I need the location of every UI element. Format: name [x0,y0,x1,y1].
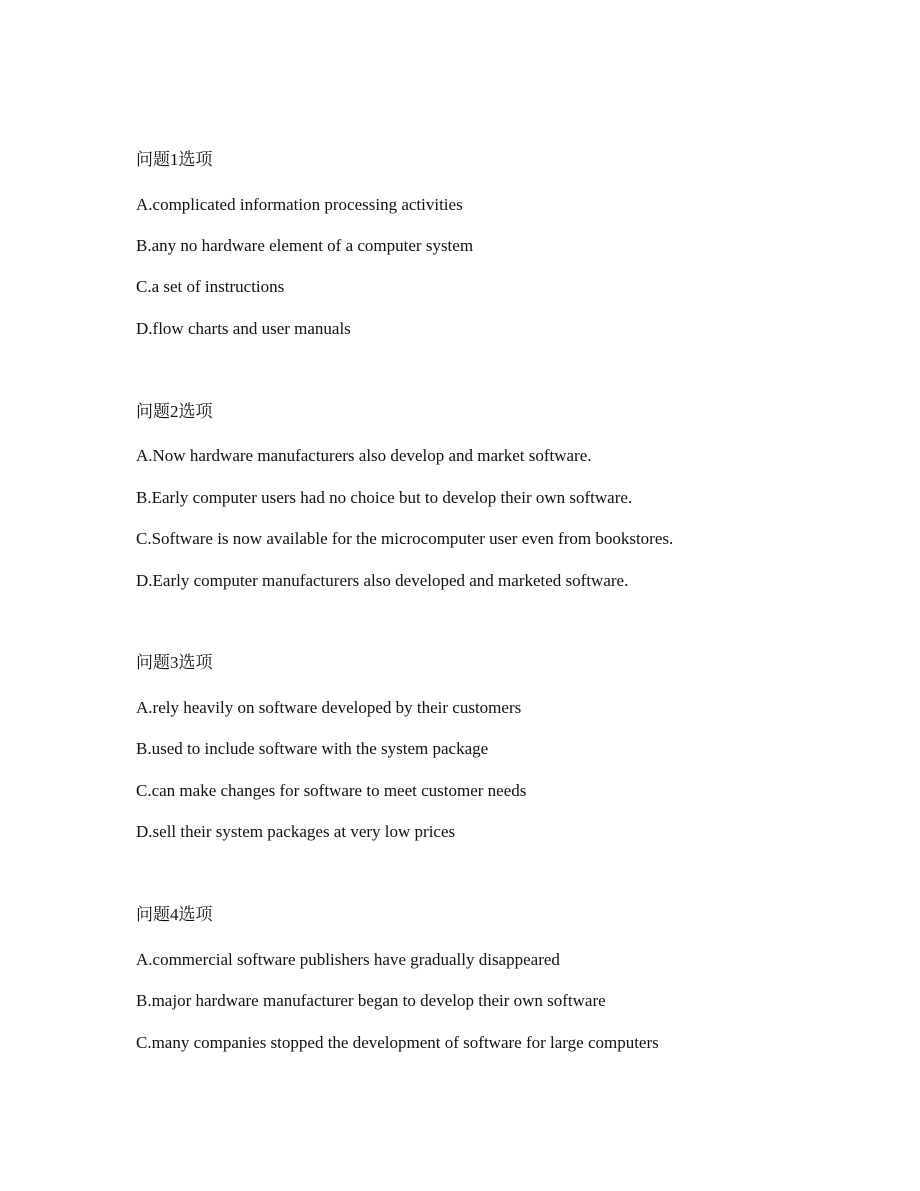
question-2-heading: 问题2选项 [136,402,213,421]
question-2-option-a: A.Now hardware manufacturers also develop and market software. [136,446,592,465]
question-3-heading: 问题3选项 [136,653,213,672]
question-4-option-c: C.many companies stopped the development of software for large computers [136,1033,659,1052]
question-3-option-b: B.used to include software with the system package [136,739,489,758]
question-3-option-c: C.can make changes for software to meet customer needs [136,781,527,800]
question-1-option-a: A.complicated information processing activities [136,195,463,214]
question-4-option-b: B.major hardware manufacturer began to develop their own software [136,991,606,1010]
question-2-option-b: B.Early computer users had no choice but to develop their own software. [136,488,633,507]
question-4-heading: 问题4选项 [136,905,213,924]
question-1-option-d: D.flow charts and user manuals [136,319,351,338]
question-3-option-a: A.rely heavily on software developed by their customers [136,698,522,717]
question-3-option-d: D.sell their system packages at very low prices [136,822,456,841]
question-1-heading: 问题1选项 [136,150,213,169]
question-2-option-c: C.Software is now available for the microcomputer user even from bookstores. [136,529,674,548]
question-1-option-c: C.a set of instructions [136,277,285,296]
question-2-option-d: D.Early computer manufacturers also developed and marketed software. [136,571,629,590]
question-1-option-b: B.any no hardware element of a computer system [136,236,474,255]
question-4-option-a: A.commercial software publishers have gradually disappeared [136,950,560,969]
